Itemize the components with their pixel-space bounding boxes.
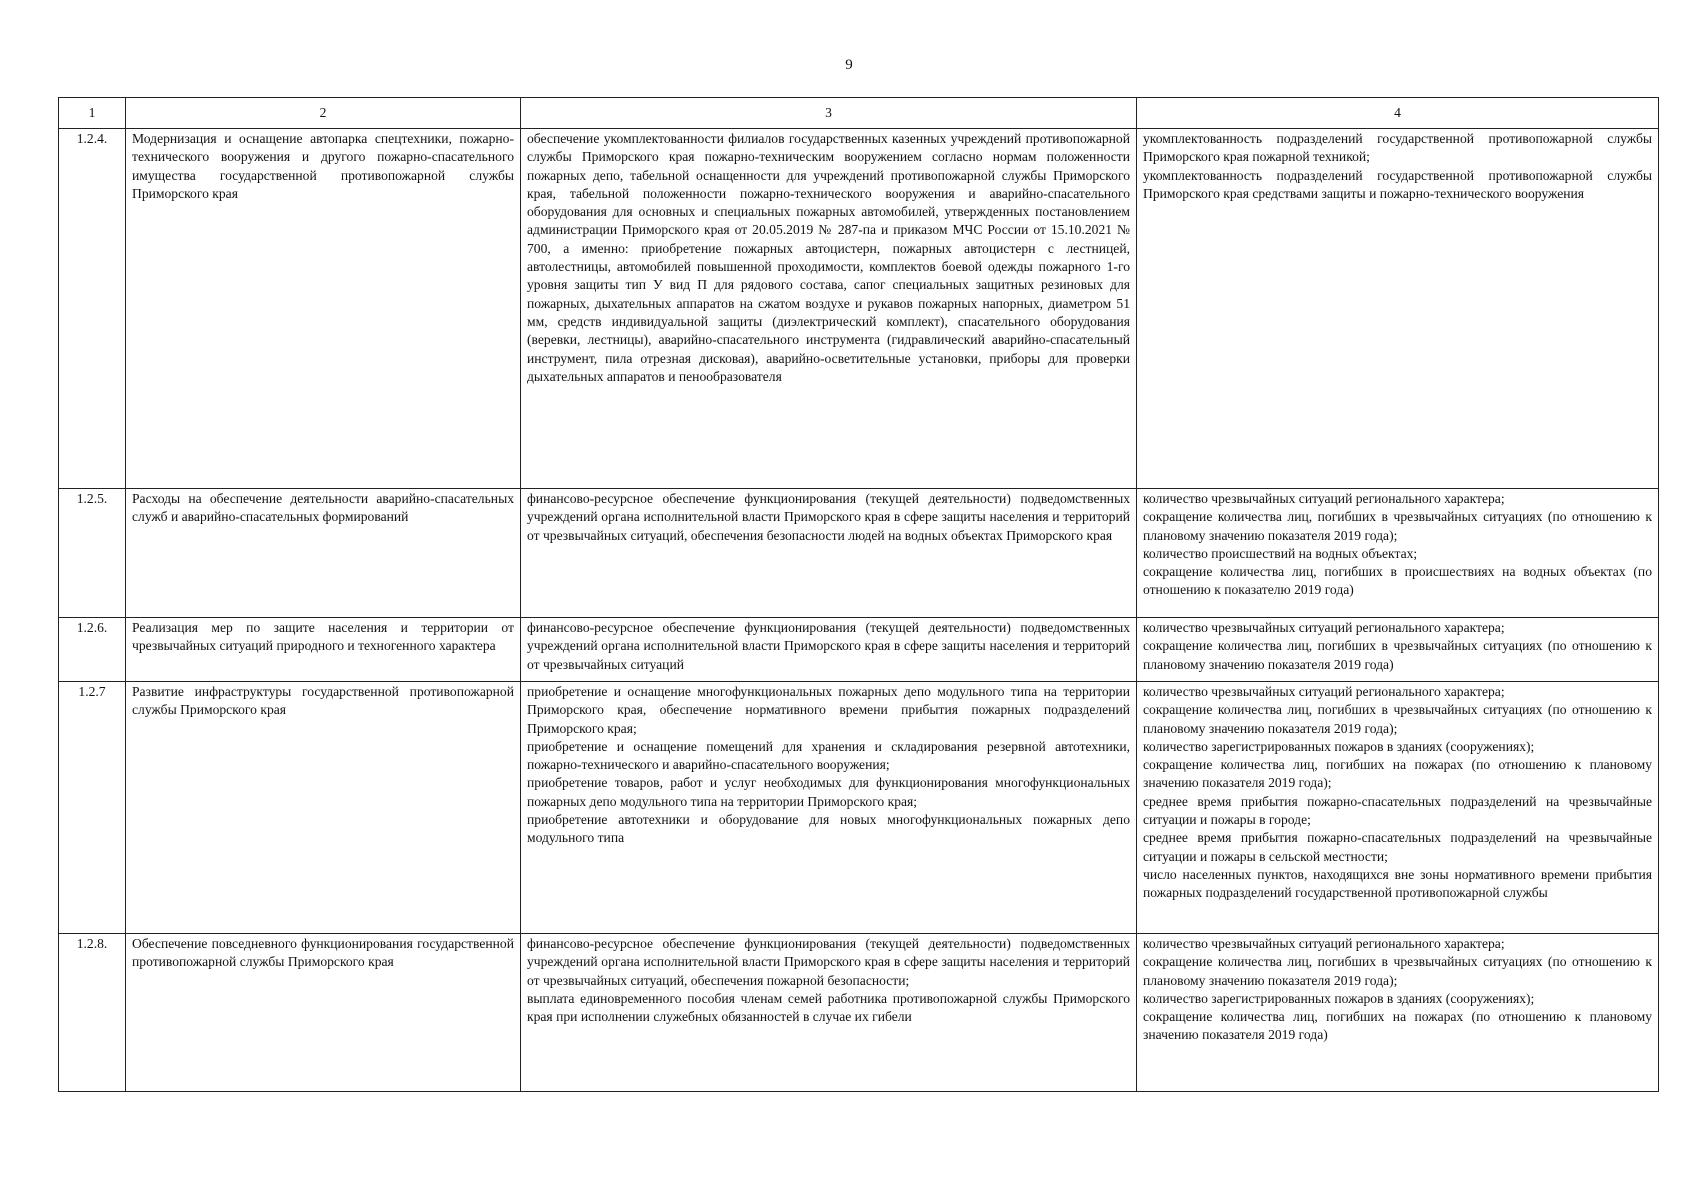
activity-name: Модернизация и оснащение автопарка спецтехники, пожарно-технического вооружения и другого пожарно-спасательного имущества государственной противопожарной службы Приморского края [126,129,521,489]
indicator-item: количество зарегистрированных пожаров в зданиях (сооружениях); [1143,738,1535,754]
indicator-item: число населенных пунктов, находящихся вне зоны нормативного времени прибытия пожарных подразделений государственной противопожарной службы [1143,866,1652,901]
indicators-cell [1137,618,1659,682]
column-header-1: 1 [59,98,126,129]
activity-name: Обеспечение повседневного функционирования государственной противопожарной службы Приморского края [126,934,521,1092]
measure-item: финансово-ресурсное обеспечение функционирования (текущей деятельности) подведомственных учреждений органа исполнительной власти Приморского края в сфере защиты населения и территорий от чрезвычайных ситуаций [527,620,1130,672]
indicator-item: сокращение количества лиц, погибших в чрезвычайных ситуациях (по отношению к плановому значению показателя 2019 года) [1143,638,1652,672]
indicator-item: сокращение количества лиц, погибших в чрезвычайных ситуациях (по отношению к плановому значению показателя 2019 года); [1143,954,1652,988]
measure-item: приобретение и оснащение многофункциональных пожарных депо модульного типа на территории Приморского края, обеспечение нормативного времени прибытия пожарных подразделений Приморского края; [527,684,1130,736]
indicator-item: сокращение количества лиц, погибших на пожарах (по отношению к плановому значению показателя 2019 года); [1143,757,1652,791]
indicators-cell [1137,489,1659,618]
measure-item: приобретение товаров, работ и услуг необходимых для функционирования многофункциональных пожарных депо модульного типа на территории Приморского края; [527,775,1130,809]
indicator-item: количество происшествий на водных объектах; [1143,545,1418,561]
activity-name: Развитие инфраструктуры государственной противопожарной службы Приморского края [126,682,521,934]
measures-cell [521,618,1137,682]
measures-table [58,97,1659,1092]
column-header-3: 3 [521,98,1137,129]
measures-cell [521,934,1137,1092]
indicator-item: сокращение количества лиц, погибших в происшествиях на водных объектах (по отношению к показателю 2019 года) [1143,564,1652,598]
row-number: 1.2.7 [59,682,126,934]
measure-item: выплата единовременного пособия членам семей работника противопожарной службы Приморского края при исполнении служебных обязанностей в случае их гибели [527,990,1130,1025]
measure-item: финансово-ресурсное обеспечение функционирования (текущей деятельности) подведомственных учреждений органа исполнительной власти Приморского края в сфере защиты населения и территорий от чрезвычайных ситуаций, обеспечения безопасности людей на водных объектах Приморского края [527,491,1130,543]
indicator-item: среднее время прибытия пожарно-спасательных подразделений на чрезвычайные ситуации и пожары в городе; [1143,793,1652,828]
table-row [59,618,1659,682]
row-number: 1.2.5. [59,489,126,618]
indicator-item: количество чрезвычайных ситуаций регионального характера; [1143,684,1505,699]
indicator-item: укомплектованность подразделений государственной противопожарной службы Приморского края пожарной техникой; [1143,131,1652,165]
table-row [59,682,1659,934]
row-number: 1.2.4. [59,129,126,489]
row-number: 1.2.6. [59,618,126,682]
row-number: 1.2.8. [59,934,126,1092]
measures-cell [521,489,1137,618]
indicators-cell [1137,129,1659,489]
table-row [59,489,1659,618]
indicator-item: количество чрезвычайных ситуаций регионального характера; [1143,936,1505,951]
indicators-cell [1137,934,1659,1092]
activity-name: Расходы на обеспечение деятельности аварийно-спасательных служб и аварийно-спасательных формирований [126,489,521,618]
measures-cell [521,129,1137,489]
table-header-row [59,98,1659,129]
indicator-item: среднее время прибытия пожарно-спасательных подразделений на чрезвычайные ситуации и пожары в сельской местности; [1143,830,1652,864]
indicator-item: количество чрезвычайных ситуаций регионального характера; [1143,620,1505,635]
column-header-4: 4 [1137,98,1659,129]
measures-cell [521,682,1137,934]
table-row [59,934,1659,1092]
measure-item: обеспечение укомплектованности филиалов государственных казенных учреждений противопожарной службы Приморского края пожарно-техническим вооружением согласно нормам положенности пожарных депо, табельной оснащенности для учреждений противопожарной службы Приморского края, табельной положенности пожарно-технического вооружения и аварийно-спасательного оборудования для основных и специальных пожарных автомобилей, утвержденных постановлением администрации Приморского края от 20.05.2019 № 287-па и приказом МЧС России от 15.10.2021 № 700, а именно: приобретение пожарных автоцистерн, пожарных автоцистерн с лестницей, автолестницы, автомобилей повышенной проходимости, комплектов боевой одежды пожарного 1-го уровня защиты тип У вид П для рядового состава, сапог специальных защитных резиновых для пожарных, дыхательных аппаратов на сжатом воздухе и рукавов пожарных напорных, диаметром 51 мм, средств индивидуальной защиты (диэлектрический комплект), спасательного оборудования (веревки, лестницы), аварийно-спасательного инструмента (гидравлический аварийно-спасательный инструмент, пила отрезная дисковая), аварийно-осветительные установки, приборы для проверки дыхательных аппаратов и пенообразователя [527,131,1130,384]
column-header-2: 2 [126,98,521,129]
indicator-item: сокращение количества лиц, погибших в чрезвычайных ситуациях (по отношению к плановому значению показателя 2019 года); [1143,509,1652,543]
indicators-cell [1137,682,1659,934]
activity-name: Реализация мер по защите населения и территории от чрезвычайных ситуаций природного и техногенного характера [126,618,521,682]
table-row [59,129,1659,489]
indicator-item: сокращение количества лиц, погибших в чрезвычайных ситуациях (по отношению к плановому значению показателя 2019 года); [1143,702,1652,736]
indicator-item: сокращение количества лиц, погибших на пожарах (по отношению к плановому значению показателя 2019 года) [1143,1009,1652,1043]
page-number: 9 [845,57,853,73]
measure-item: финансово-ресурсное обеспечение функционирования (текущей деятельности) подведомственных учреждений органа исполнительной власти Приморского края в сфере защиты населения и территорий от чрезвычайных ситуаций, обеспечения пожарной безопасности; [527,936,1130,988]
indicator-item: количество чрезвычайных ситуаций регионального характера; [1143,491,1505,506]
measure-item: приобретение и оснащение помещений для хранения и складирования резервной автотехники, пожарно-технического и аварийно-спасательного вооружения; [527,738,1130,773]
indicator-item: укомплектованность подразделений государственной противопожарной службы Приморского края средствами защиты и пожарно-технического вооружения [1143,167,1652,201]
indicator-item: количество зарегистрированных пожаров в зданиях (сооружениях); [1143,990,1535,1006]
measure-item: приобретение автотехники и оборудование для новых многофункциональных пожарных депо модульного типа [527,812,1130,846]
